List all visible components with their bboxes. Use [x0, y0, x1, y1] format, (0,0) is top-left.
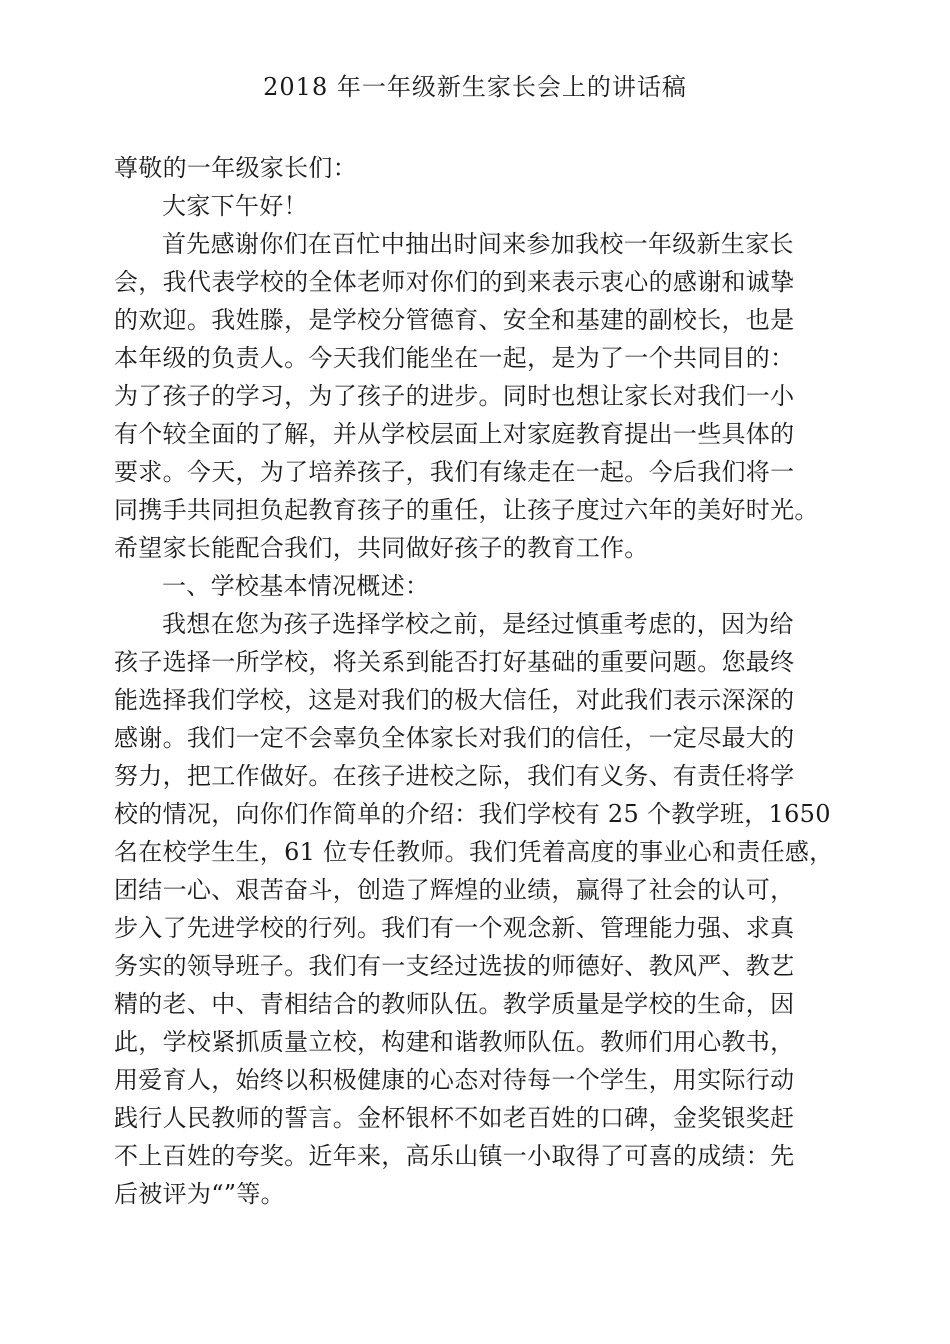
salutation-line: 尊敬的一年级家长们：: [114, 154, 357, 182]
text-line: 会，我代表学校的全体老师对你们的到来表示衷心的感谢和诚挚: [114, 268, 795, 296]
text-line: 校的情况，向你们作简单的介绍：我们学校有 25 个教学班，1650: [114, 800, 831, 828]
text-line: 本年级的负责人。今天我们能坐在一起，是为了一个共同目的：: [114, 344, 795, 372]
text-line: 不上百姓的夸奖。近年来，高乐山镇一小取得了可喜的成绩：先: [114, 1142, 795, 1170]
text-line: 能选择我们学校，这是对我们的极大信任，对此我们表示深深的: [114, 686, 795, 714]
text-line: 名在校学生生，61 位专任教师。我们凭着高度的事业心和责任感，: [114, 838, 834, 866]
text-line: 首先感谢你们在百忙中抽出时间来参加我校一年级新生家长: [162, 230, 794, 258]
text-line: 用爱育人，始终以积极健康的心态对待每一个学生，用实际行动: [114, 1066, 795, 1094]
greeting-line: 大家下午好！: [162, 192, 308, 220]
text-line: 孩子选择一所学校，将关系到能否打好基础的重要问题。您最终: [114, 648, 795, 676]
text-line: 为了孩子的学习，为了孩子的进步。同时也想让家长对我们一小: [114, 382, 795, 410]
text-line: 精的老、中、青相结合的教师队伍。教学质量是学校的生命，因: [114, 990, 795, 1018]
text-line: 此，学校紧抓质量立校，构建和谐教师队伍。教师们用心教书，: [114, 1028, 795, 1056]
text-line: 有个较全面的了解，并从学校层面上对家庭教育提出一些具体的: [114, 420, 795, 448]
document-title: 2018 年一年级新生家长会上的讲话稿: [263, 73, 687, 101]
text-line: 践行人民教师的誓言。金杯银杯不如老百姓的口碑，金奖银奖赶: [114, 1104, 795, 1132]
text-line: 务实的领导班子。我们有一支经过选拔的师德好、教风严、教艺: [114, 952, 795, 980]
section-heading: 一、学校基本情况概述：: [162, 572, 430, 600]
text-line: 感谢。我们一定不会辜负全体家长对我们的信任，一定尽最大的: [114, 724, 795, 752]
text-line: 要求。今天，为了培养孩子，我们有缘走在一起。今后我们将一: [114, 458, 795, 486]
text-line: 我想在您为孩子选择学校之前，是经过慎重考虑的，因为给: [162, 610, 794, 638]
text-line: 步入了先进学校的行列。我们有一个观念新、管理能力强、求真: [114, 914, 795, 942]
text-line: 团结一心、艰苦奋斗，创造了辉煌的业绩，赢得了社会的认可，: [114, 876, 795, 904]
text-line: 的欢迎。我姓滕，是学校分管德育、安全和基建的副校长，也是: [114, 306, 795, 334]
text-line: 希望家长能配合我们，共同做好孩子的教育工作。: [114, 534, 649, 562]
text-line: 努力，把工作做好。在孩子进校之际，我们有义务、有责任将学: [114, 762, 795, 790]
text-line: 后被评为“”等。: [114, 1180, 285, 1208]
text-line: 同携手共同担负起教育孩子的重任，让孩子度过六年的美好时光。: [114, 496, 819, 524]
